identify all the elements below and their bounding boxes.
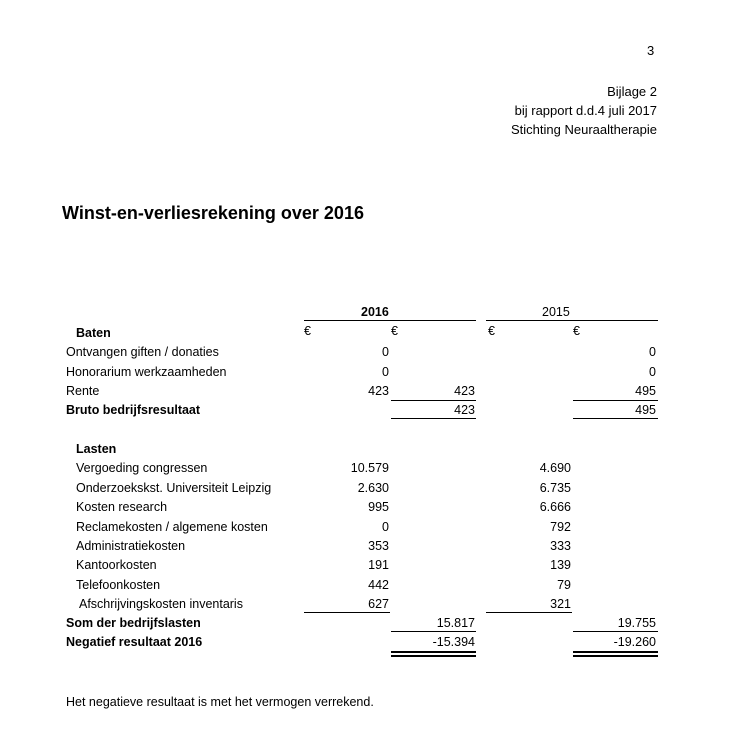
total-2016-bruto: 423 xyxy=(454,403,475,417)
double-underline xyxy=(573,651,658,653)
double-underline xyxy=(573,655,658,657)
row-label: Honorarium werkzaamheden xyxy=(66,365,227,379)
row-label: Onderzoekskst. Universiteit Leipzig xyxy=(76,481,272,495)
result-2015: -19.260 xyxy=(613,635,656,649)
year-header-current: 2016 xyxy=(361,305,389,319)
value-2016-total: 423 xyxy=(454,384,475,398)
value-2015: 6.666 xyxy=(539,500,571,514)
total-2015-bruto: 495 xyxy=(635,403,656,417)
total-2015-lasten: 19.755 xyxy=(617,616,656,630)
value-2016: 0 xyxy=(382,345,389,359)
row-label: Telefoonkosten xyxy=(76,578,161,592)
subtotal-rule xyxy=(391,400,476,401)
result-2016: -15.394 xyxy=(432,635,475,649)
value-2016: 423 xyxy=(368,384,389,398)
row-label: Kantoorkosten xyxy=(76,558,157,572)
currency-sign: € xyxy=(391,324,398,338)
section-heading-lasten: Lasten xyxy=(76,442,117,456)
header-rule-current xyxy=(304,320,476,321)
value-2015: 792 xyxy=(550,520,571,534)
row-label: Ontvangen giften / donaties xyxy=(66,345,219,359)
total-label-lasten: Som der bedrijfslasten xyxy=(66,616,201,630)
footnote: Het negatieve resultaat is met het vermogen verrekend. xyxy=(66,695,374,709)
year-header-previous: 2015 xyxy=(542,305,570,319)
double-underline xyxy=(391,651,476,653)
result-label: Negatief resultaat 2016 xyxy=(66,635,203,649)
header-line-1: Bijlage 2 xyxy=(607,84,657,99)
row-label: Kosten research xyxy=(76,500,168,514)
row-label: Administratiekosten xyxy=(76,539,186,553)
value-2015: 333 xyxy=(550,539,571,553)
total-rule xyxy=(573,631,658,632)
value-2015: 4.690 xyxy=(539,461,571,475)
currency-sign: € xyxy=(573,324,580,338)
value-2015-total: 0 xyxy=(649,345,656,359)
value-2016: 2.630 xyxy=(357,481,389,495)
total-2016-lasten: 15.817 xyxy=(436,616,475,630)
value-2015: 6.735 xyxy=(539,481,571,495)
currency-sign: € xyxy=(304,324,311,338)
value-2015: 139 xyxy=(550,558,571,572)
value-2016: 995 xyxy=(368,500,389,514)
document-header xyxy=(511,82,657,139)
row-label: Afschrijvingskosten inventaris xyxy=(79,597,243,611)
header-line-3: Stichting Neuraaltherapie xyxy=(511,122,657,137)
value-2015: 321 xyxy=(550,597,571,611)
double-underline xyxy=(391,655,476,657)
total-label-bruto: Bruto bedrijfsresultaat xyxy=(66,403,201,417)
header-line-2: bij rapport d.d.4 juli 2017 xyxy=(514,103,657,118)
value-2015-total: 495 xyxy=(635,384,656,398)
header-rule-previous xyxy=(486,320,658,321)
page-number: 3 xyxy=(647,43,655,58)
subtotal-rule xyxy=(486,612,572,613)
value-2016: 0 xyxy=(382,520,389,534)
total-rule xyxy=(391,418,476,419)
page-title: Winst-en-verliesrekening over 2016 xyxy=(62,203,364,223)
subtotal-rule xyxy=(304,612,390,613)
value-2016: 191 xyxy=(368,558,389,572)
total-rule xyxy=(391,631,476,632)
row-label: Vergoeding congressen xyxy=(76,461,208,475)
section-heading-baten: Baten xyxy=(76,326,111,340)
value-2016: 353 xyxy=(368,539,389,553)
value-2016: 442 xyxy=(368,578,389,592)
row-label: Rente xyxy=(66,384,100,398)
value-2016: 10.579 xyxy=(350,461,389,475)
value-2016: 0 xyxy=(382,365,389,379)
currency-sign: € xyxy=(488,324,495,338)
subtotal-rule xyxy=(573,400,658,401)
row-label: Reclamekosten / algemene kosten xyxy=(76,520,268,534)
value-2015: 79 xyxy=(557,578,571,592)
total-rule xyxy=(573,418,658,419)
value-2015-total: 0 xyxy=(649,365,656,379)
value-2016: 627 xyxy=(368,597,389,611)
